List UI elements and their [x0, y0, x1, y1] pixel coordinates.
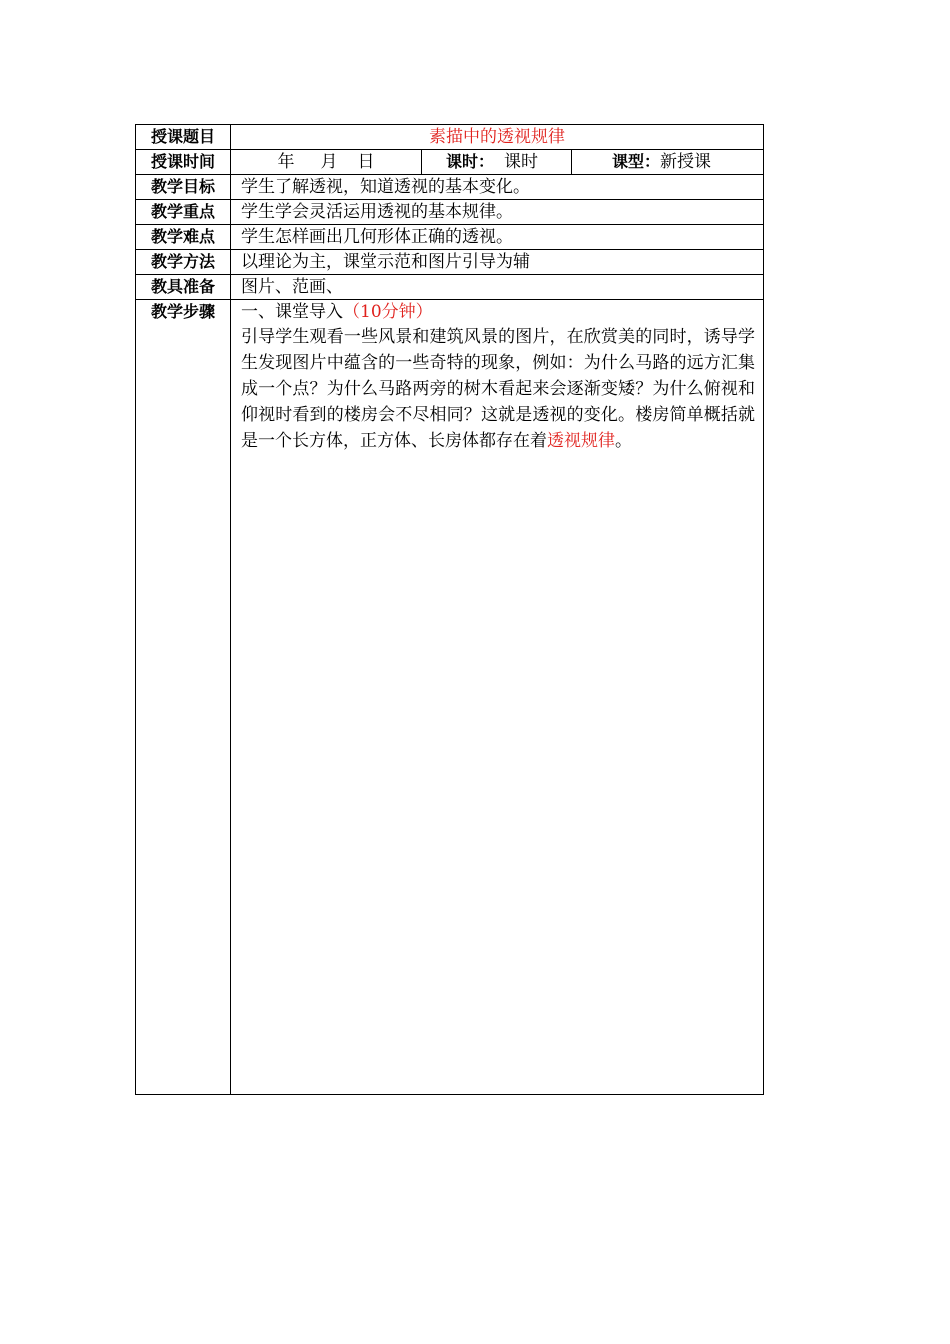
method-value: 以理论为主，课堂示范和图片引导为辅	[231, 250, 764, 275]
topic-value: 素描中的透视规律	[231, 125, 764, 150]
difficulty-label: 教学难点	[136, 225, 231, 250]
steps-content	[231, 300, 764, 1095]
day-text: 日	[357, 152, 375, 172]
type-value: 新授课	[660, 152, 712, 172]
tools-value: 图片、范画、	[231, 275, 764, 300]
steps-row	[136, 300, 764, 1095]
difficulty-row	[136, 225, 764, 250]
goal-value: 学生了解透视，知道透视的基本变化。	[231, 175, 764, 200]
tools-row	[136, 275, 764, 300]
step1-body	[241, 324, 755, 454]
goal-row	[136, 175, 764, 200]
period-label: 课时：	[446, 152, 495, 171]
step1-highlight: 透视规律	[547, 431, 615, 451]
step1-body-text: 引导学生观看一些风景和建筑风景的图片，在欣赏美的同时，诱导学生发现图片中蕴含的一些奇特的现象，例如：为什么马路的远方汇集成一个点？为什么马路两旁的树木看起来会逐渐变矮？为什么俯视和仰视时看到的楼房会不尽相同？这就是透视的变化。楼房简单概括就是一个长方体，正方体、长房体都存在着	[241, 327, 756, 451]
lesson-plan-table	[135, 124, 764, 1095]
topic-label: 授课题目	[136, 125, 231, 150]
date-value	[231, 150, 422, 175]
method-row	[136, 250, 764, 275]
time-row	[136, 150, 764, 175]
type-label: 课型：	[612, 152, 661, 171]
month-text: 月	[320, 152, 338, 172]
period-value: 课时	[504, 152, 539, 172]
type-cell	[572, 150, 764, 175]
period-cell	[422, 150, 572, 175]
time-label: 授课时间	[136, 150, 231, 175]
tools-label: 教具准备	[136, 275, 231, 300]
step1-heading	[241, 300, 755, 324]
difficulty-value: 学生怎样画出几何形体正确的透视。	[231, 225, 764, 250]
step1-end: 。	[615, 431, 632, 451]
focus-label: 教学重点	[136, 200, 231, 225]
method-label: 教学方法	[136, 250, 231, 275]
steps-label: 教学步骤	[136, 300, 231, 1095]
step1-title: 一、课堂导入	[241, 302, 343, 322]
step1-duration: （10分钟）	[343, 302, 433, 322]
year-text: 年	[277, 152, 295, 172]
focus-value: 学生学会灵活运用透视的基本规律。	[231, 200, 764, 225]
goal-label: 教学目标	[136, 175, 231, 200]
focus-row	[136, 200, 764, 225]
topic-row	[136, 125, 764, 150]
